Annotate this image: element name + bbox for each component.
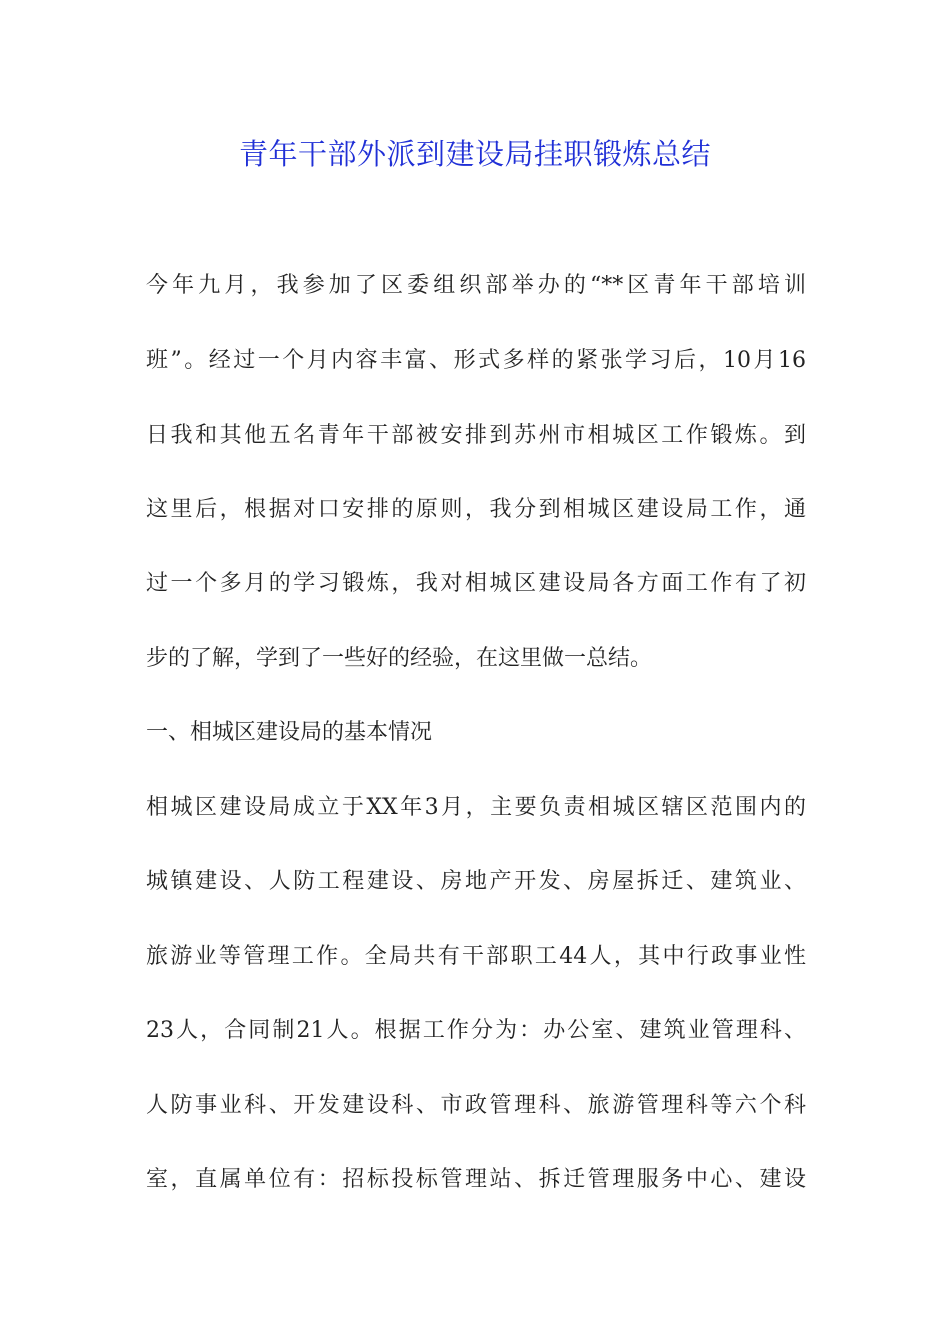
body-line-12: 人防事业科、开发建设科、市政管理科、旅游管理科等六个科 bbox=[146, 1093, 806, 1118]
body-line-1: 今年九月，我参加了区委组织部举办的“**区青年干部培训 bbox=[146, 273, 806, 298]
body-line-2: 班”。经过一个月内容丰富、形式多样的紧张学习后，10月16 bbox=[146, 348, 806, 373]
document-title: 青年干部外派到建设局挂职锻炼总结 bbox=[238, 137, 711, 171]
body-line-4: 这里后，根据对口安排的原则，我分到相城区建设局工作，通 bbox=[146, 497, 806, 522]
body-line-9: 城镇建设、人防工程建设、房地产开发、房屋拆迁、建筑业、 bbox=[146, 869, 806, 894]
body-line-5: 过一个多月的学习锻炼，我对相城区建设局各方面工作有了初 bbox=[146, 571, 806, 596]
body-line-10: 旅游业等管理工作。全局共有干部职工44人，其中行政事业性 bbox=[146, 944, 806, 969]
body-line-11: 23人，合同制21人。根据工作分为：办公室、建筑业管理科、 bbox=[146, 1018, 806, 1043]
body-line-6: 步的了解，学到了一些好的经验，在这里做一总结。 bbox=[146, 646, 653, 671]
section-heading: 一、相城区建设局的基本情况 bbox=[146, 720, 433, 745]
body-line-3: 日我和其他五名青年干部被安排到苏州市相城区工作锻炼。到 bbox=[146, 423, 806, 448]
body-line-8: 相城区建设局成立于XX年3月，主要负责相城区辖区范围内的 bbox=[146, 795, 806, 820]
body-line-13: 室，直属单位有：招标投标管理站、拆迁管理服务中心、建设 bbox=[146, 1167, 806, 1192]
